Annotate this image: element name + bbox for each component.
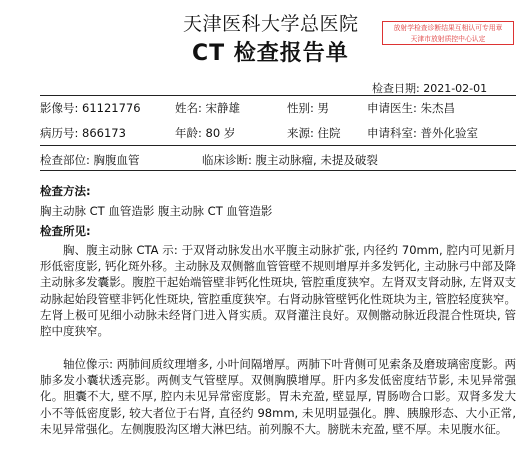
divider: [40, 145, 516, 146]
findings-heading: 检查所见:: [40, 224, 91, 238]
record-number: 病历号: 866173: [40, 126, 126, 140]
findings-paragraph-1: 胸、腹主动脉 CTA 示: 于双肾动脉发出水平腹主动脉扩张, 内径约 70mm, 腔内可见新月形低密度影, 钙化斑外移。主动脉及双侧髂血管管壁不规则增厚并多发钙化, 主动脉弓中部及降主动脉多发囊影。腹腔干起始端管壁非钙化性斑块, 管腔重度狭窄。左肾双支肾动脉, 左肾双支动脉起始段管壁非钙化性斑块, 管腔重度狭窄。右肾动脉管壁钙化性斑块为主, 管腔轻度狭窄。左肾上极可见细小动脉未经肾门进入肾实质。双肾灌注良好。双侧髂动脉近段混合性斑块, 管腔中度狭窄。: [40, 243, 516, 339]
requesting-doctor: 申请医生: 朱杰昌: [367, 101, 456, 115]
requesting-dept: 申请科室: 普外化验室: [367, 126, 479, 140]
divider: [40, 95, 516, 96]
divider: [40, 170, 516, 171]
method-heading: 检查方法:: [40, 184, 91, 198]
patient-source: 来源: 住院: [287, 126, 341, 140]
report-title: CT 检查报告单: [192, 41, 349, 66]
image-number: 影像号: 61121776: [40, 101, 141, 115]
exam-date: 检查日期: 2021-02-01: [372, 82, 488, 95]
clinical-diagnosis: 临床诊断: 腹主动脉瘤, 未提及破裂: [202, 153, 378, 167]
patient-age: 年龄: 80 岁: [175, 126, 236, 140]
exam-part: 检查部位: 胸腹血管: [40, 153, 140, 167]
method-text: 胸主动脉 CT 血管造影 腹主动脉 CT 血管造影: [40, 204, 273, 218]
hospital-name: 天津医科大学总医院: [183, 13, 359, 35]
findings-paragraph-2: 轴位像示: 两肺间质纹理增多, 小叶间隔增厚。两肺下叶背侧可见索条及磨玻璃密度影。两肺多发小囊状透亮影。两侧支气管壁厚。双侧胸膜增厚。肝内多发低密度结节影, 未见异常强化。胆囊不大, 壁不厚, 腔内未见异常密度影。胃未充盈, 壁显厚, 胃肠吻合口影。双肾多发大小不等低密度影, 较大者位于右肾, 直径约 98mm, 未见明显强化。脾、胰腺形态、大小正常, 未见异常强化。左侧腹股沟区增大淋巴结。前列腺不大。膀胱未充盈, 壁不厚。未见腹水征。: [40, 357, 516, 436]
stamp-line-2: 天津市放射质控中心认定: [410, 35, 486, 43]
patient-name: 姓名: 宋静雄: [175, 101, 241, 115]
certification-stamp: [382, 21, 514, 45]
stamp-line-1: 放射学检查诊断结果互相认可专用章: [393, 24, 503, 32]
patient-sex: 性别: 男: [287, 101, 330, 115]
